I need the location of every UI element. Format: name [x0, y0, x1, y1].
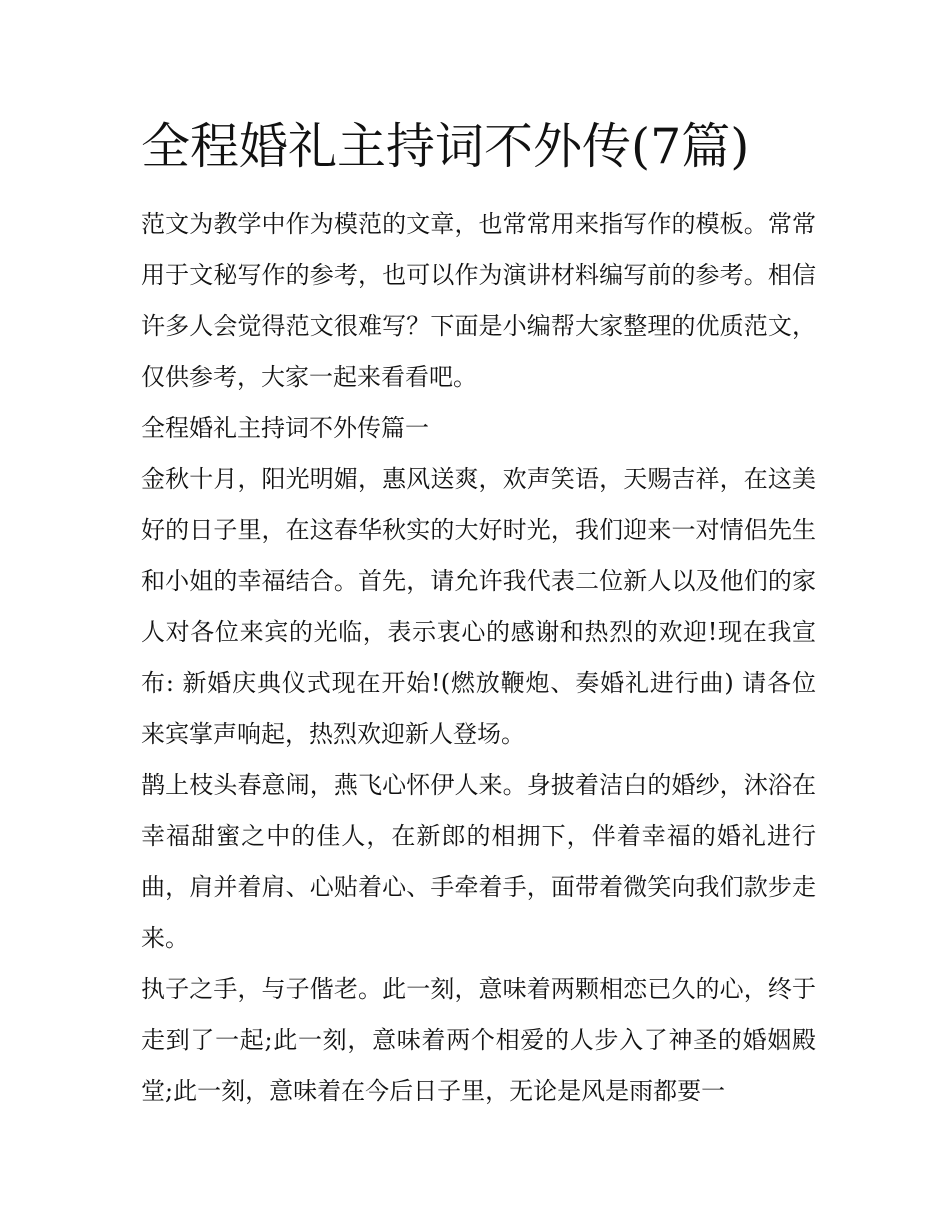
body-paragraph-2: 鹊上枝头春意闹，燕飞心怀伊人来。身披着洁白的婚纱，沐浴在幸福甜蜜之中的佳人，在新郎的相拥下，伴着幸福的婚礼进行曲，肩并着肩、心贴着心、手牵着手，面带着微笑向我们款步走来。: [141, 771, 816, 952]
intro-paragraph: 范文为教学中作为模范的文章，也常常用来指写作的模板。常常用于文秘写作的参考，也可以作为演讲材料编写前的参考。相信许多人会觉得范文很难写？下面是小编帮大家整理的优质范文，仅供参考，大家一起来看看吧。: [141, 210, 816, 391]
document-page: [141, 112, 816, 1117]
section-heading: 全程婚礼主持词不外传篇一: [141, 414, 429, 442]
body-paragraph-1: 金秋十月，阳光明媚，惠风送爽，欢声笑语，天赐吉祥，在这美好的日子里，在这春华秋实的大好时光，我们迎来一对情侣先生和小姐的幸福结合。首先，请允许我代表二位新人以及他们的家人对各位来宾的光临，表示衷心的感谢和热烈的欢迎!现在我宣布: 新婚庆典仪式现在开始!(燃放鞭炮、奏婚礼进行曲) 请各位来宾掌声响起，热烈欢迎新人登场。: [141, 465, 816, 748]
body-paragraph-3: 执子之手，与子偕老。此一刻，意味着两颗相恋已久的心，终于走到了一起;此一刻，意味着两个相爱的人步入了神圣的婚姻殿堂;此一刻，意味着在今后日子里，无论是风是雨都要一: [141, 975, 816, 1105]
document-title: 全程婚礼主持词不外传(7篇): [141, 118, 750, 175]
